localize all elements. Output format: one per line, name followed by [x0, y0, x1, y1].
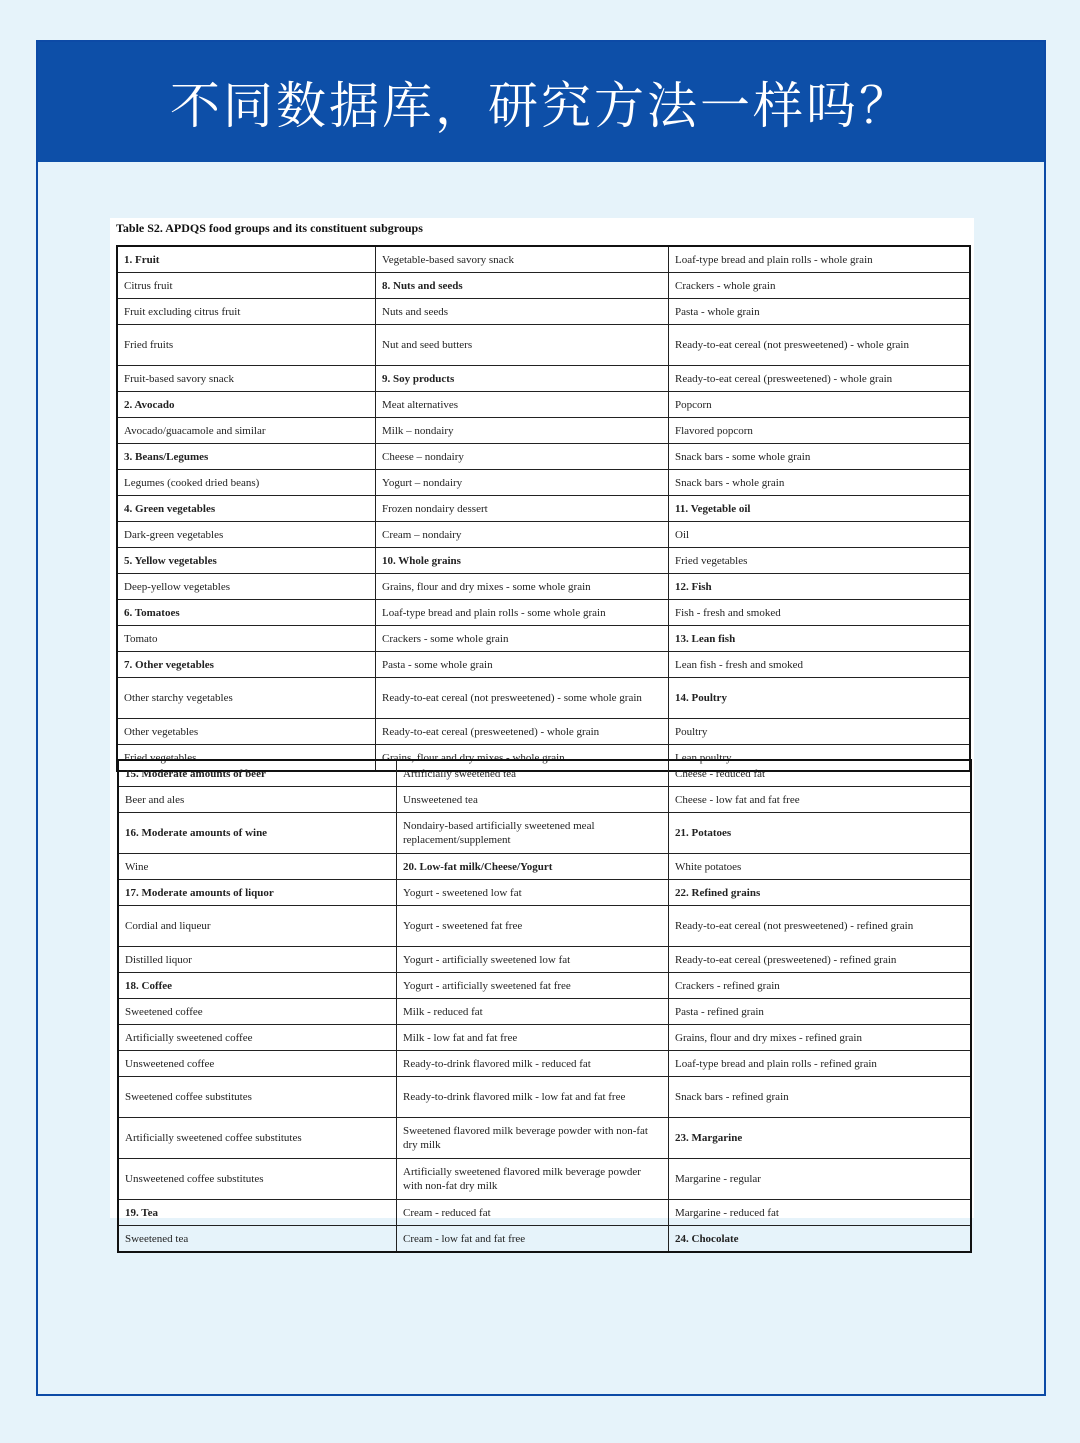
group-heading-cell: 12. Fish: [669, 574, 970, 600]
subgroup-cell: Ready-to-eat cereal (presweetened) - whole grain: [376, 719, 669, 745]
group-heading-cell: 8. Nuts and seeds: [376, 273, 669, 299]
table-caption: Table S2. APDQS food groups and its constituent subgroups: [116, 221, 423, 235]
subgroup-cell: Ready-to-drink flavored milk - low fat and fat free: [397, 1077, 669, 1118]
table-row: [119, 787, 971, 813]
food-groups-table-1: [117, 246, 970, 771]
subgroup-cell: Fried vegetables: [118, 745, 376, 771]
page-frame: [36, 40, 1046, 1396]
food-groups-table-2: [118, 760, 971, 1252]
subgroup-cell: Snack bars - refined grain: [669, 1077, 971, 1118]
subgroup-cell: Ready-to-eat cereal (not presweetened) - some whole grain: [376, 678, 669, 719]
table-row: [119, 973, 971, 999]
table-row: [119, 880, 971, 906]
subgroup-cell: Other vegetables: [118, 719, 376, 745]
subgroup-cell: Sweetened coffee: [119, 999, 397, 1025]
subgroup-cell: Flavored popcorn: [669, 418, 970, 444]
subgroup-cell: Yogurt - sweetened fat free: [397, 906, 669, 947]
subgroup-cell: Loaf-type bread and plain rolls - refined grain: [669, 1051, 971, 1077]
subgroup-cell: Pasta - some whole grain: [376, 652, 669, 678]
subgroup-cell: Cream – nondairy: [376, 522, 669, 548]
table-row: [118, 574, 970, 600]
subgroup-cell: Artificially sweetened flavored milk beverage powder with non-fat dry milk: [397, 1159, 669, 1200]
page-header: [38, 42, 1044, 162]
subgroup-cell: Pasta - whole grain: [669, 299, 970, 325]
subgroup-cell: Unsweetened coffee substitutes: [119, 1159, 397, 1200]
subgroup-cell: Loaf-type bread and plain rolls - some whole grain: [376, 600, 669, 626]
group-heading-cell: 20. Low-fat milk/Cheese/Yogurt: [397, 854, 669, 880]
subgroup-cell: Yogurt - artificially sweetened fat free: [397, 973, 669, 999]
group-heading-cell: 16. Moderate amounts of wine: [119, 813, 397, 854]
group-heading-cell: 3. Beans/Legumes: [118, 444, 376, 470]
group-heading-cell: 22. Refined grains: [669, 880, 971, 906]
table-row: [118, 522, 970, 548]
subgroup-cell: Milk - low fat and fat free: [397, 1025, 669, 1051]
table-row: [119, 1051, 971, 1077]
group-heading-cell: 24. Chocolate: [669, 1226, 971, 1252]
subgroup-cell: Nuts and seeds: [376, 299, 669, 325]
document-image: [110, 218, 974, 1245]
table-row: [118, 273, 970, 299]
table-row: [118, 366, 970, 392]
subgroup-cell: Lean fish - fresh and smoked: [669, 652, 970, 678]
table-row: [118, 325, 970, 366]
subgroup-cell: Unsweetened tea: [397, 787, 669, 813]
subgroup-cell: Margarine - regular: [669, 1159, 971, 1200]
table-row: [119, 761, 971, 787]
subgroup-cell: Sweetened tea: [119, 1226, 397, 1252]
subgroup-cell: Snack bars - whole grain: [669, 470, 970, 496]
group-heading-cell: 11. Vegetable oil: [669, 496, 970, 522]
subgroup-cell: Ready-to-eat cereal (not presweetened) - whole grain: [669, 325, 970, 366]
subgroup-cell: Cordial and liqueur: [119, 906, 397, 947]
subgroup-cell: Unsweetened coffee: [119, 1051, 397, 1077]
subgroup-cell: Ready-to-drink flavored milk - reduced fat: [397, 1051, 669, 1077]
group-heading-cell: 23. Margarine: [669, 1118, 971, 1159]
group-heading-cell: 17. Moderate amounts of liquor: [119, 880, 397, 906]
subgroup-cell: Grains, flour and dry mixes - refined grain: [669, 1025, 971, 1051]
subgroup-cell: Fruit-based savory snack: [118, 366, 376, 392]
subgroup-cell: Lean poultry: [669, 745, 970, 771]
group-heading-cell: 19. Tea: [119, 1200, 397, 1226]
subgroup-cell: Milk – nondairy: [376, 418, 669, 444]
subgroup-cell: Cheese – nondairy: [376, 444, 669, 470]
group-heading-cell: 10. Whole grains: [376, 548, 669, 574]
subgroup-cell: Grains, flour and dry mixes - some whole grain: [376, 574, 669, 600]
subgroup-cell: Snack bars - some whole grain: [669, 444, 970, 470]
table-row: [118, 600, 970, 626]
group-heading-cell: 7. Other vegetables: [118, 652, 376, 678]
table-row: [119, 947, 971, 973]
subgroup-cell: Cream - low fat and fat free: [397, 1226, 669, 1252]
subgroup-cell: Artificially sweetened coffee: [119, 1025, 397, 1051]
subgroup-cell: Ready-to-eat cereal (not presweetened) - refined grain: [669, 906, 971, 947]
subgroup-cell: Pasta - refined grain: [669, 999, 971, 1025]
subgroup-cell: Poultry: [669, 719, 970, 745]
table-row: [119, 1118, 971, 1159]
table-row: [118, 626, 970, 652]
group-heading-cell: 13. Lean fish: [669, 626, 970, 652]
subgroup-cell: Yogurt – nondairy: [376, 470, 669, 496]
table-row: [118, 678, 970, 719]
subgroup-cell: White potatoes: [669, 854, 971, 880]
subgroup-cell: Meat alternatives: [376, 392, 669, 418]
group-heading-cell: 9. Soy products: [376, 366, 669, 392]
subgroup-cell: Deep-yellow vegetables: [118, 574, 376, 600]
group-heading-cell: 6. Tomatoes: [118, 600, 376, 626]
table-row: [118, 444, 970, 470]
subgroup-cell: Fried vegetables: [669, 548, 970, 574]
group-heading-cell: 1. Fruit: [118, 247, 376, 273]
table-row: [119, 1077, 971, 1118]
table-row: [119, 1200, 971, 1226]
subgroup-cell: Nondairy-based artificially sweetened meal replacement/supplement: [397, 813, 669, 854]
subgroup-cell: Margarine - reduced fat: [669, 1200, 971, 1226]
table-row: [118, 299, 970, 325]
subgroup-cell: Yogurt - artificially sweetened low fat: [397, 947, 669, 973]
table-row: [119, 813, 971, 854]
group-heading-cell: 2. Avocado: [118, 392, 376, 418]
subgroup-cell: Oil: [669, 522, 970, 548]
subgroup-cell: Sweetened flavored milk beverage powder with non-fat dry milk: [397, 1118, 669, 1159]
subgroup-cell: Yogurt - sweetened low fat: [397, 880, 669, 906]
table-row: [118, 392, 970, 418]
subgroup-cell: Fruit excluding citrus fruit: [118, 299, 376, 325]
subgroup-cell: Distilled liquor: [119, 947, 397, 973]
subgroup-cell: Dark-green vegetables: [118, 522, 376, 548]
subgroup-cell: Beer and ales: [119, 787, 397, 813]
subgroup-cell: Cream - reduced fat: [397, 1200, 669, 1226]
subgroup-cell: Vegetable-based savory snack: [376, 247, 669, 273]
table-row: [119, 1226, 971, 1252]
subgroup-cell: Artificially sweetened tea: [397, 761, 669, 787]
table-row: [118, 418, 970, 444]
subgroup-cell: Avocado/guacamole and similar: [118, 418, 376, 444]
group-heading-cell: 18. Coffee: [119, 973, 397, 999]
subgroup-cell: Crackers - refined grain: [669, 973, 971, 999]
subgroup-cell: Milk - reduced fat: [397, 999, 669, 1025]
subgroup-cell: Ready-to-eat cereal (presweetened) - refined grain: [669, 947, 971, 973]
group-heading-cell: 21. Potatoes: [669, 813, 971, 854]
group-heading-cell: 4. Green vegetables: [118, 496, 376, 522]
subgroup-cell: Grains, flour and dry mixes - whole grain: [376, 745, 669, 771]
subgroup-cell: Loaf-type bread and plain rolls - whole grain: [669, 247, 970, 273]
subgroup-cell: Crackers - whole grain: [669, 273, 970, 299]
subgroup-cell: Frozen nondairy dessert: [376, 496, 669, 522]
subgroup-cell: Cheese - reduced fat: [669, 761, 971, 787]
subgroup-cell: Fish - fresh and smoked: [669, 600, 970, 626]
subgroup-cell: Wine: [119, 854, 397, 880]
group-heading-cell: 5. Yellow vegetables: [118, 548, 376, 574]
subgroup-cell: Other starchy vegetables: [118, 678, 376, 719]
subgroup-cell: Ready-to-eat cereal (presweetened) - whole grain: [669, 366, 970, 392]
table-row: [118, 548, 970, 574]
table-row: [119, 906, 971, 947]
table-row: [119, 1025, 971, 1051]
subgroup-cell: Citrus fruit: [118, 273, 376, 299]
table-row: [118, 719, 970, 745]
subgroup-cell: Crackers - some whole grain: [376, 626, 669, 652]
table-row: [118, 247, 970, 273]
subgroup-cell: Cheese - low fat and fat free: [669, 787, 971, 813]
subgroup-cell: Artificially sweetened coffee substitutes: [119, 1118, 397, 1159]
subgroup-cell: Legumes (cooked dried beans): [118, 470, 376, 496]
table-row: [118, 496, 970, 522]
page-title: 不同数据库，研究方法一样吗？: [170, 77, 912, 135]
subgroup-cell: Nut and seed butters: [376, 325, 669, 366]
group-heading-cell: 15. Moderate amounts of beer: [119, 761, 397, 787]
subgroup-cell: Fried fruits: [118, 325, 376, 366]
table-row: [119, 854, 971, 880]
table-row: [118, 652, 970, 678]
subgroup-cell: Sweetened coffee substitutes: [119, 1077, 397, 1118]
group-heading-cell: 14. Poultry: [669, 678, 970, 719]
subgroup-cell: Tomato: [118, 626, 376, 652]
table-row: [119, 1159, 971, 1200]
table-row: [118, 470, 970, 496]
subgroup-cell: Popcorn: [669, 392, 970, 418]
table-row: [119, 999, 971, 1025]
